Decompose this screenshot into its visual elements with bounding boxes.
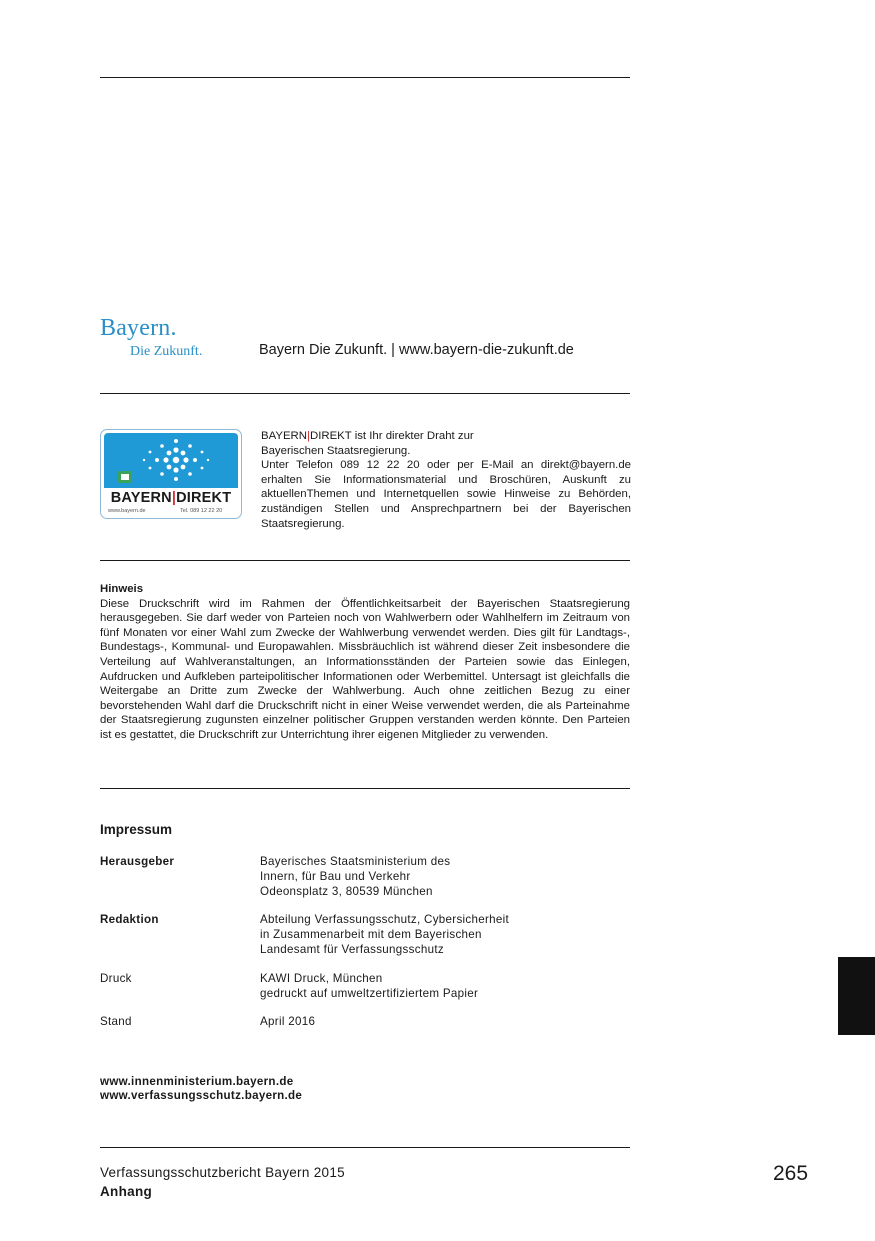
hinweis-text: Diese Druckschrift wird im Rahmen der Öffentlichkeitsarbeit der Bayerischen Staatsregierung herausgegeben. Sie darf weder von Parteien noch von Wahlwerbern oder Wahlhelfern im Zeitraum von fünf Monaten vor einer Wahl zum Zwecke der Wahlwerbung verwendet werden. Dies gilt für Landtags-, Bundestags-, Kommunal- und Europawahlen. Missbräuchlich ist während dieser Zeit insbesondere die Verteilung auf Wahlveranstaltungen, an Informationsständen der Parteien sowie das Einlegen, Aufdrucken und Aufkleben parteipolitischer Informationen oder Werbemittel. Untersagt ist gleichfalls die Weitergabe an Dritte zum Zwecke der Wahlwerbung. Auch ohne zeitlichen Bezug zu einer bevorstehenden Wahl darf die Druckschrift nicht in einer Weise verwendet werden, die als Parteinahme der Staatsregierung zugunsten einzelner politischer Gruppen verstanden werden könnte. Den Parteien ist es gestattet, die Druckschrift zur Unterrichtung ihrer eigenen Mitglieder zu verwenden. <box>100 597 630 741</box>
direkt-paragraph: Unter Telefon 089 12 22 20 oder per E-Mail an direkt@bayern.de erhalten Sie Informationsmaterial und Broschüren, Auskunft zu aktuellenThemen und Internetquellen sowie Hinweise zu Behörden, zuständigen Stellen und Ansprechpartnern bei der Bayerischen Staatsregierung. <box>261 459 631 530</box>
impressum-value: KAWI Druck, München gedruckt auf umweltzertifiziertem Papier <box>260 972 479 1000</box>
coat-of-arms-icon <box>118 471 132 483</box>
divider-footer <box>100 1147 630 1148</box>
divider-after-hinweis <box>100 788 630 789</box>
impressum-value: Abteilung Verfassungsschutz, Cybersicherheit in Zusammenarbeit mit dem Bayerischen Landesamt für Verfassungsschutz <box>260 913 510 956</box>
chapter-thumb-tab <box>838 957 875 1035</box>
bayern-direkt-description <box>261 429 631 531</box>
impressum-value: April 2016 <box>260 1015 316 1028</box>
logo-line-2: Die Zukunft. <box>130 344 203 359</box>
page-footer <box>100 1163 345 1201</box>
bayern-zukunft-logo <box>100 315 230 365</box>
footer-title: Verfassungsschutzbericht Bayern 2015 <box>100 1165 345 1180</box>
impressum-title: Impressum <box>100 822 173 837</box>
divider-after-zukunft <box>100 393 630 394</box>
link-verfassungsschutz[interactable]: www.verfassungsschutz.bayern.de <box>100 1089 303 1103</box>
logo-tel: Tel. 089 12 22 20 <box>180 508 223 514</box>
divider-after-direkt <box>100 560 630 561</box>
direkt-line-2: Bayerischen Staatsregierung. <box>261 444 411 457</box>
bayern-direkt-logo <box>100 429 242 519</box>
snowflake-dots-icon <box>104 433 238 488</box>
logo-line-1: Bayern. <box>100 315 177 341</box>
impressum-label: Herausgeber <box>100 855 175 868</box>
page-number: 265 <box>773 1162 809 1185</box>
logo-blue-panel <box>104 433 238 488</box>
impressum-label: Druck <box>100 972 132 985</box>
footer-section: Anhang <box>100 1184 153 1199</box>
impressum-value: Bayerisches Staatsministerium des Innern, für Bau und Verkehr Odeonsplatz 3, 80539 München <box>260 855 451 898</box>
link-innenministerium[interactable]: www.innenministerium.bayern.de <box>100 1075 294 1088</box>
impressum-label: Redaktion <box>100 913 159 926</box>
hinweis-heading: Hinweis <box>100 583 144 595</box>
hinweis-section <box>100 582 630 743</box>
impressum-label: Stand <box>100 1015 132 1028</box>
website-links <box>100 1075 302 1103</box>
direkt-line-1: BAYERN|DIREKT ist Ihr direkter Draht zur <box>261 430 474 442</box>
divider-top <box>100 77 630 78</box>
logo-url: www.bayern.de <box>108 508 146 514</box>
bayern-zukunft-text: Bayern Die Zukunft. | www.bayern-die-zukunft.de <box>259 342 574 358</box>
logo-footer <box>104 508 238 516</box>
logo-wordmark: BAYERN|DIREKT <box>110 490 232 506</box>
